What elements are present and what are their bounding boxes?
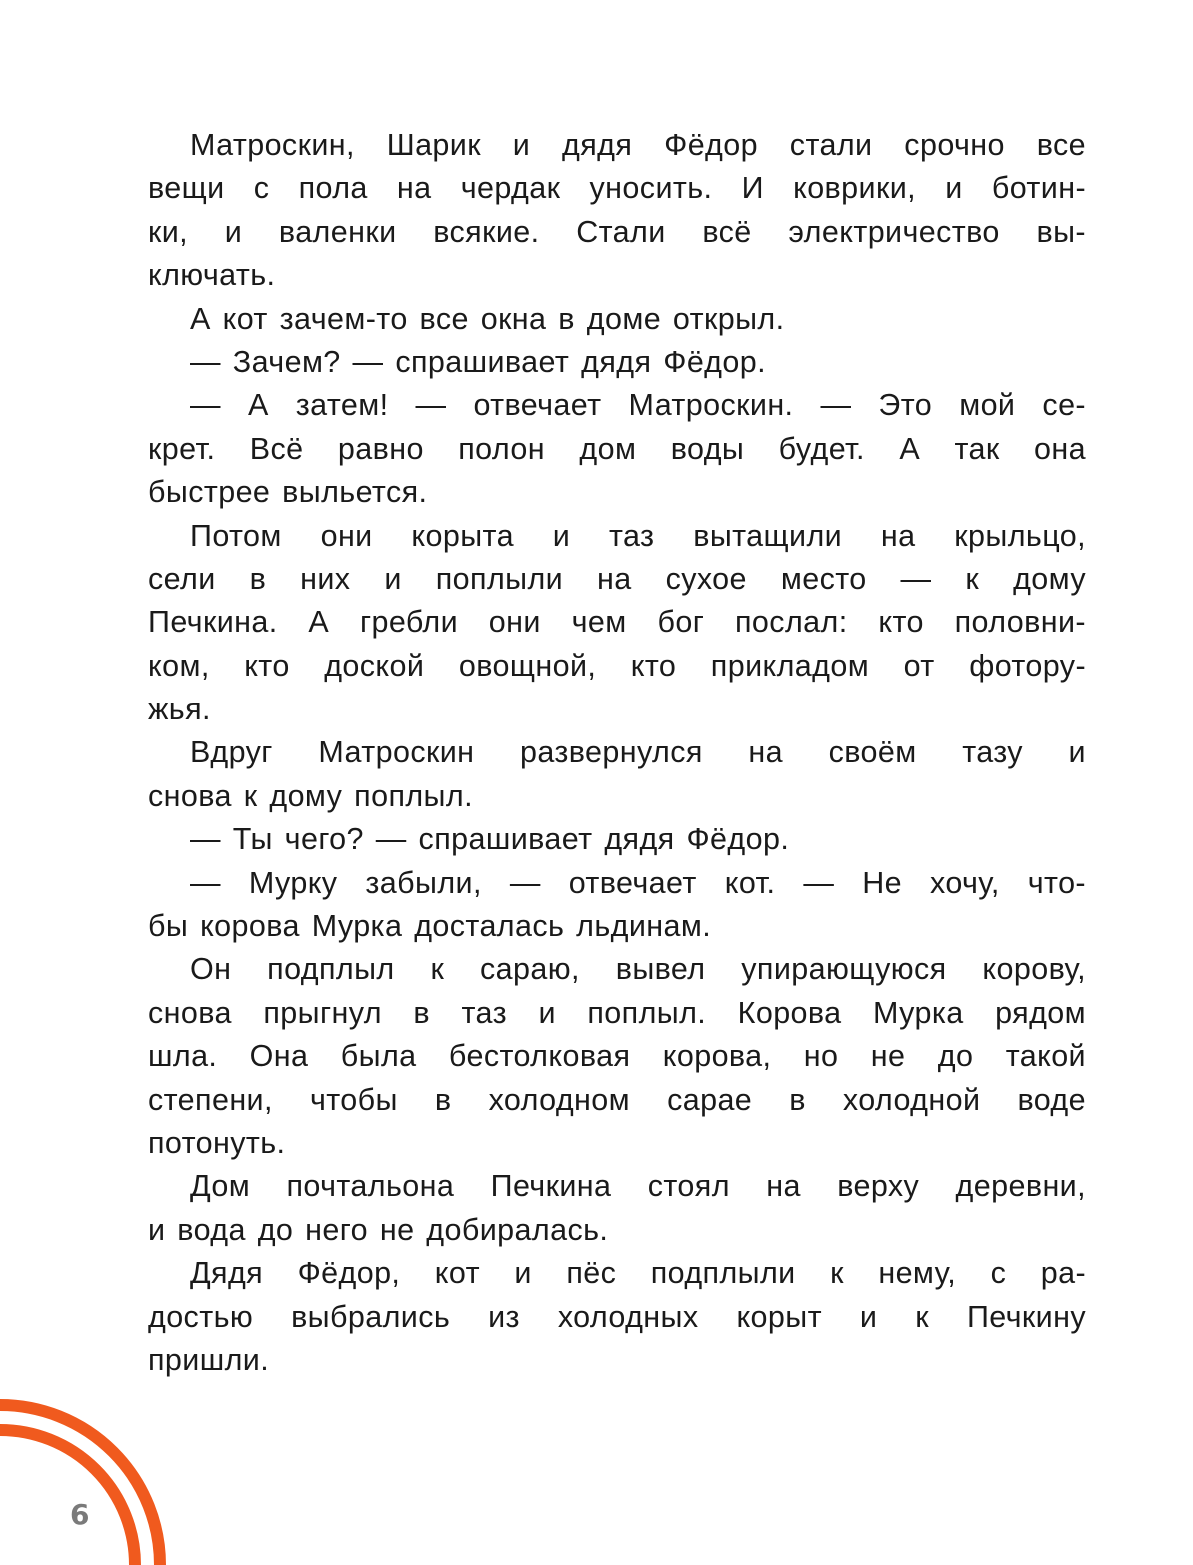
text-line: снова к дому поплыл. xyxy=(148,778,473,813)
story-text xyxy=(148,124,1086,1382)
text-line: снова прыгнул в таз и поплыл. Корова Мурка рядом xyxy=(148,995,1086,1030)
text-line: Печкина. А гребли они чем бог послал: кто половни- xyxy=(148,605,1086,640)
text-line: Вдруг Матроскин развернулся на своём тазу и xyxy=(190,735,1086,770)
text-line: степени, чтобы в холодном сарае в холодной воде xyxy=(148,1082,1086,1117)
text-line: Дядя Фёдор, кот и пёс подплыли к нему, с ра- xyxy=(190,1256,1086,1291)
text-line: ком, кто доской овощной, кто прикладом от фотору- xyxy=(148,648,1086,683)
text-line: потонуть. xyxy=(148,1125,286,1160)
text-line: быстрее выльется. xyxy=(148,475,428,510)
text-line: шла. Она была бестолковая корова, но не до такой xyxy=(148,1039,1086,1074)
text-line: — Зачем? — спрашивает дядя Фёдор. xyxy=(190,344,766,379)
text-line: крет. Всё равно полон дом воды будет. А так она xyxy=(148,431,1086,466)
text-line: — А затем! — отвечает Матроскин. — Это мой се- xyxy=(190,388,1086,423)
text-line: А кот зачем-то все окна в доме открыл. xyxy=(190,301,785,336)
outer-arc xyxy=(0,1405,160,1565)
text-line: Матроскин, Шарик и дядя Фёдор стали срочно все xyxy=(190,128,1086,162)
text-line: вещи с пола на чердак уносить. И коврики, и ботин- xyxy=(148,171,1086,206)
text-line: Дом почтальона Печкина стоял на верху деревни, xyxy=(190,1169,1086,1204)
text-line: — Ты чего? — спрашивает дядя Фёдор. xyxy=(190,822,790,857)
text-line: бы корова Мурка досталась льдинам. xyxy=(148,909,712,944)
text-line: — Мурку забыли, — отвечает кот. — Не хочу, что- xyxy=(190,865,1086,900)
text-line: ки, и валенки всякие. Стали всё электричество вы- xyxy=(148,214,1086,249)
text-line: ключать. xyxy=(148,258,276,293)
inner-arc xyxy=(0,1430,135,1565)
text-line: Потом они корыта и таз вытащили на крыльцо, xyxy=(190,518,1086,553)
text-line: сели в них и поплыли на сухое место — к дому xyxy=(148,561,1086,596)
text-line: достью выбрались из холодных корыт и к Печкину xyxy=(148,1299,1086,1334)
text-line: и вода до него не добиралась. xyxy=(148,1212,609,1247)
text-line: Он подплыл к сараю, вывел упирающуюся корову, xyxy=(190,952,1086,987)
text-line: пришли. xyxy=(148,1342,270,1377)
page-number: 6 xyxy=(70,1498,90,1531)
text-line: жья. xyxy=(148,692,211,727)
